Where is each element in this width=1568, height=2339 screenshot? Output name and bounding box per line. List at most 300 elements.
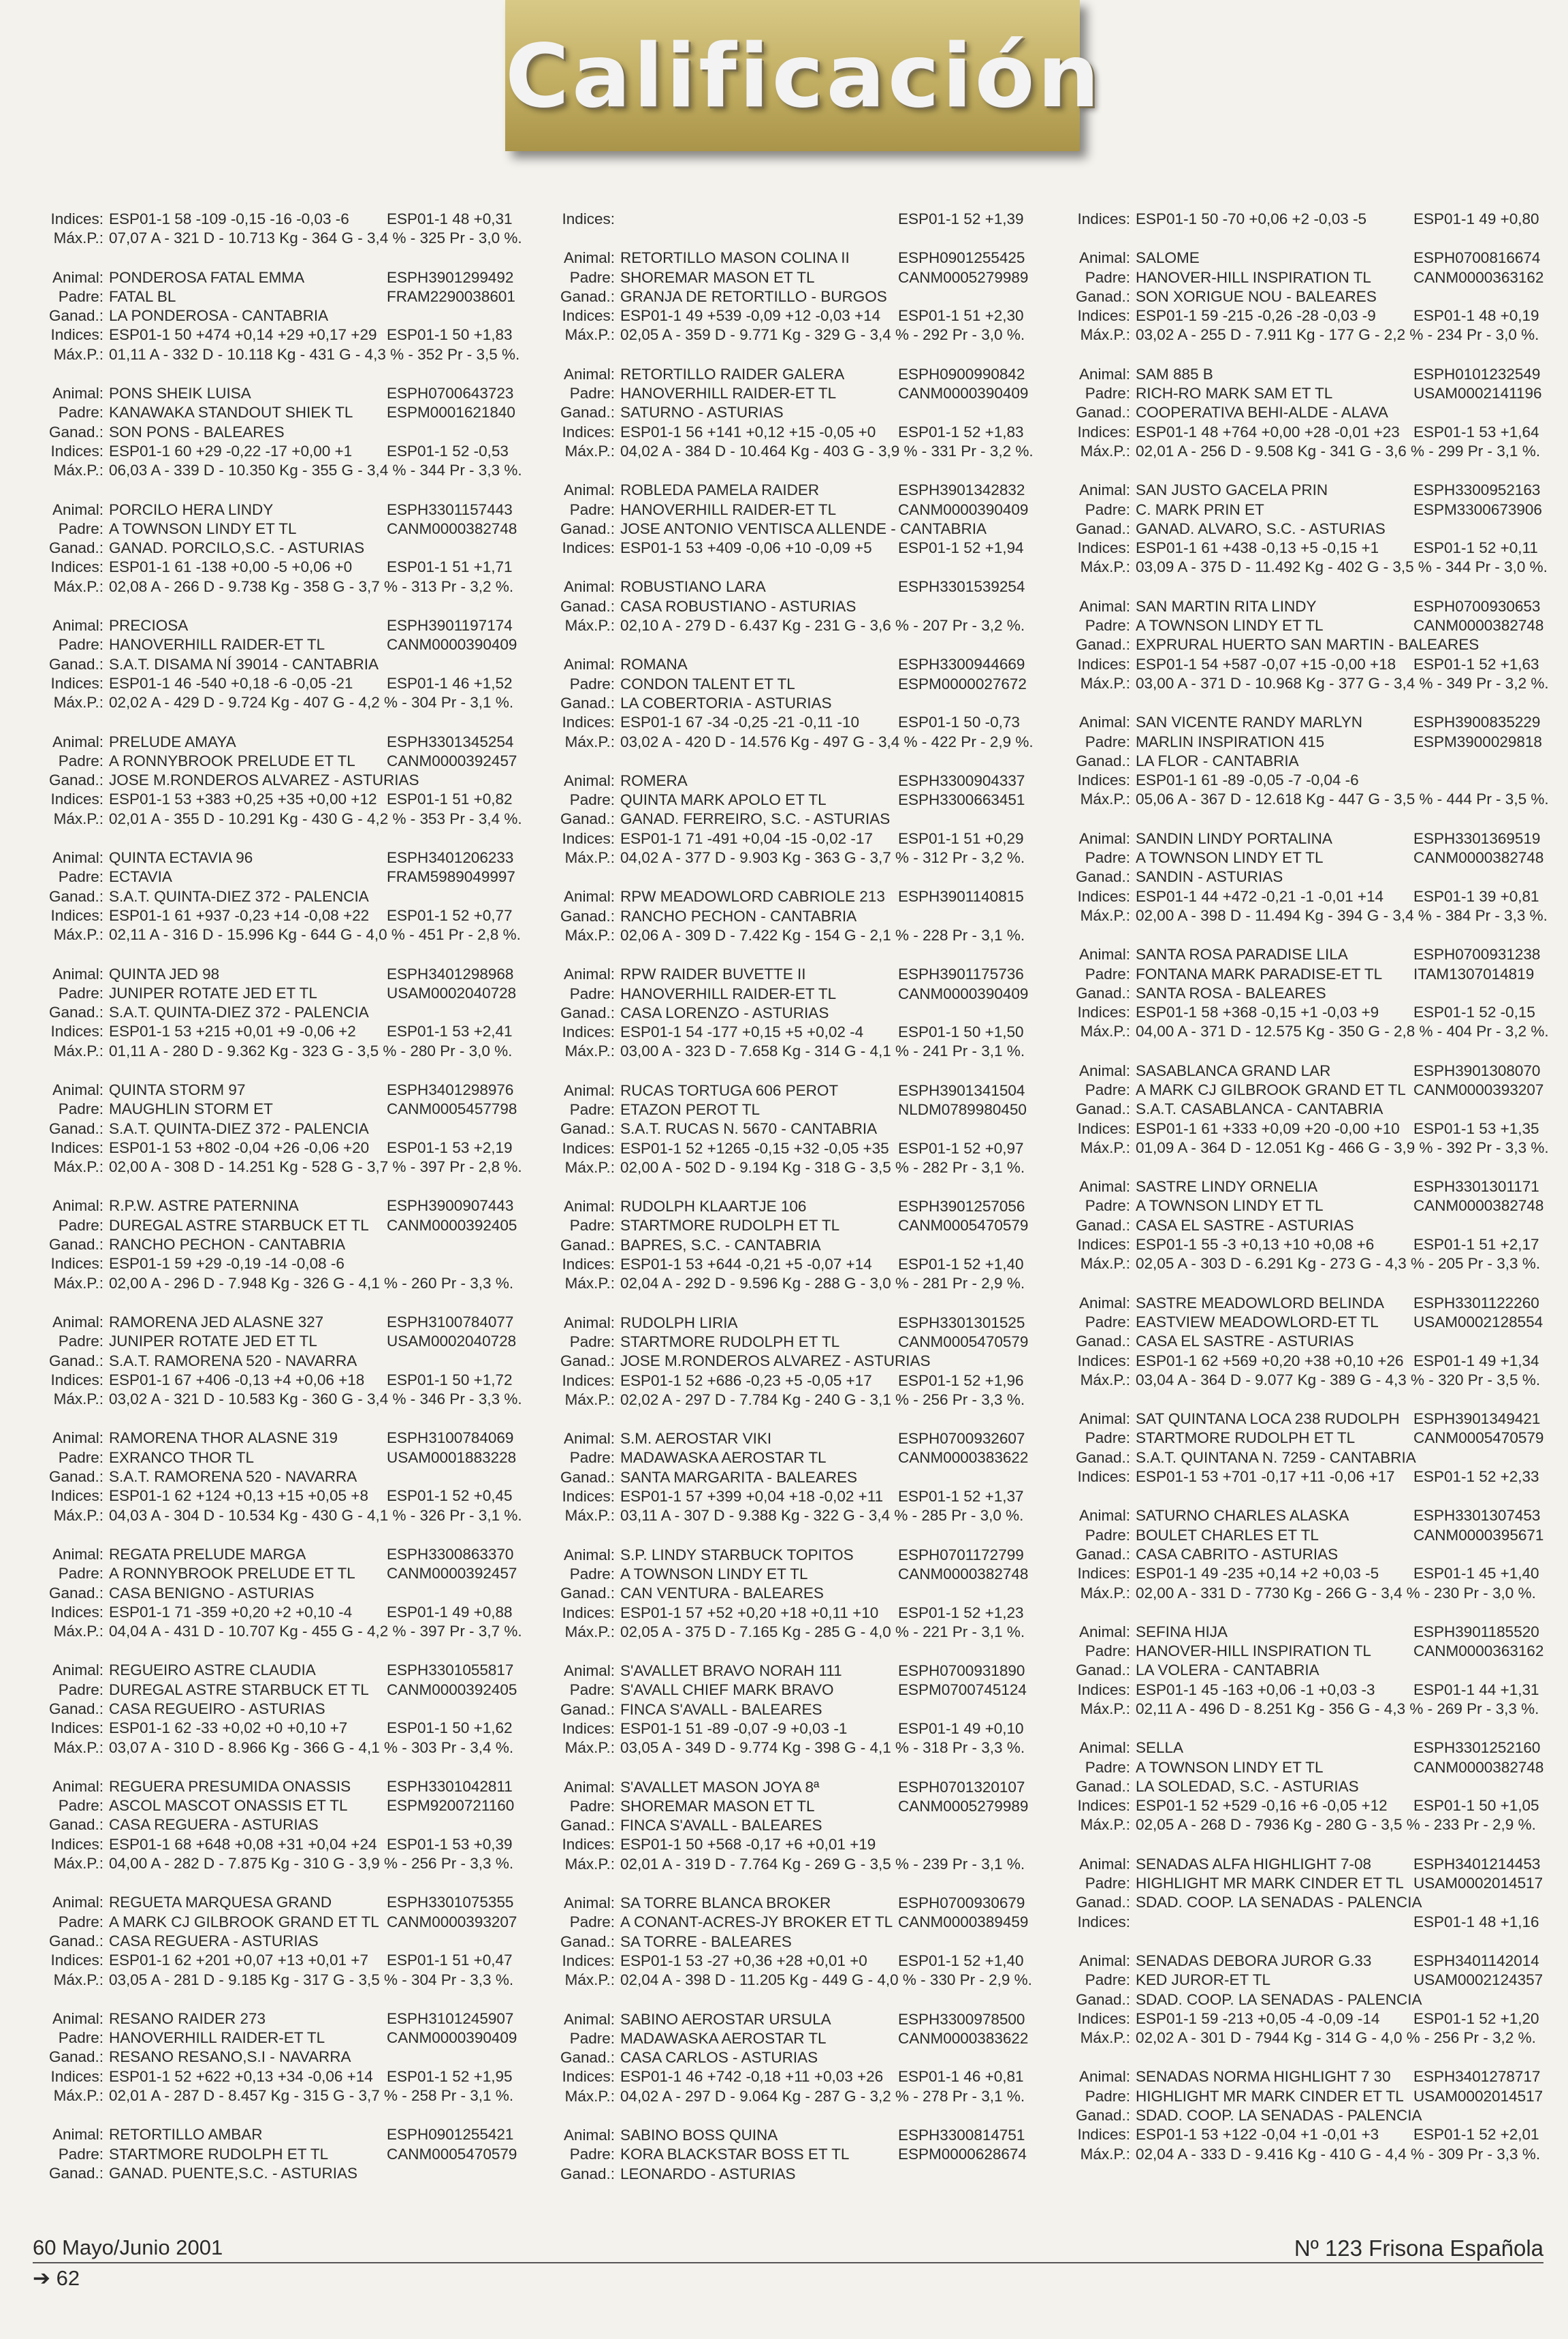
animal-code: ESPH3301345254	[387, 733, 514, 750]
max-row	[1059, 1815, 1536, 1834]
animal-label: Animal:	[563, 1430, 615, 1448]
max-production: 03,07 A - 310 D - 8.966 Kg - 366 G - 4,1 % - 303 Pr - 3,4 %.	[109, 1738, 514, 1756]
herd-name: FINCA S'AVALL - BALEARES	[620, 1817, 822, 1834]
indices-total: ESP01-1 48 +1,16	[1413, 1913, 1539, 1930]
ganad-row	[544, 1584, 1017, 1603]
ganad-label: Ganad.:	[560, 1236, 615, 1254]
animal-name: SAN JUSTO GACELA PRIN	[1136, 481, 1328, 499]
max-label: Máx.P.:	[1080, 1816, 1130, 1834]
padre-label: Padre:	[569, 2146, 615, 2163]
animal-label: Animal:	[1078, 946, 1130, 964]
animal-code: ESPH3901197174	[387, 617, 513, 635]
max-label: Máx.P.:	[53, 1042, 103, 1060]
max-label: Máx.P.:	[53, 2087, 103, 2105]
padre-label: Padre:	[569, 1217, 615, 1235]
padre-row	[544, 500, 1029, 520]
animal-code: ESPH0700643723	[387, 385, 514, 402]
padre-label: Padre:	[1085, 1313, 1130, 1331]
animal-entry	[33, 848, 521, 944]
indices-values: ESP01-1 45 -163 +0,06 -1 +0,03 -3	[1136, 1681, 1375, 1698]
indices-total: ESP01-1 45 +1,40	[1413, 1565, 1539, 1582]
animal-entry	[544, 1778, 1029, 1874]
max-label: Máx.P.:	[53, 1158, 103, 1176]
animal-entry	[33, 2009, 517, 2105]
sire-code: ESPM3300673906	[1413, 500, 1542, 518]
animal-label: Animal:	[52, 965, 103, 983]
indices-total: ESP01-1 51 +0,47	[387, 1952, 513, 1969]
indices-values: ESP01-1 52 +686 -0,23 +5 -0,05 +17	[620, 1371, 872, 1389]
padre-label: Padre:	[1085, 1429, 1130, 1447]
ganad-label: Ganad.:	[48, 1816, 103, 1834]
ganad-row	[1059, 1893, 1533, 1912]
max-production: 02,01 A - 355 D - 10.291 Kg - 430 G - 4,2 % - 353 Pr - 3,4 %.	[109, 810, 522, 827]
animal-code: ESPH3901140815	[898, 888, 1024, 906]
padre-label: Padre:	[1085, 1971, 1130, 1989]
animal-code: ESPH0700930679	[898, 1894, 1025, 1912]
indices-row	[33, 1254, 506, 1273]
indices-values: ESP01-1 61 +438 -0,13 +5 -0,15 +1	[1136, 539, 1379, 557]
ganad-row	[33, 423, 506, 442]
indices-total: ESP01-1 48 +0,31	[387, 210, 513, 227]
column-1	[33, 210, 522, 2203]
continued-on-page-link[interactable]: ➔ 62	[33, 2266, 80, 2290]
max-label: Máx.P.:	[1080, 791, 1130, 808]
indices-label: Indices:	[562, 1256, 615, 1273]
sire-code: ESPH3300663451	[898, 791, 1025, 809]
max-row	[544, 1274, 1025, 1293]
indices-row	[1059, 1352, 1539, 1371]
herd-name: JOSE M.RONDEROS ALVAREZ - ASTURIAS	[109, 771, 419, 789]
indices-label: Indices:	[50, 1835, 103, 1853]
indices-values: ESP01-1 50 +474 +0,14 +29 +0,17 +29	[109, 326, 377, 344]
padre-label: Padre:	[1085, 268, 1130, 286]
ganad-row	[544, 2048, 1017, 2067]
ganad-label: Ganad.:	[1075, 287, 1130, 305]
sire-code: USAM0002040728	[387, 984, 517, 1002]
max-label: Máx.P.:	[1080, 1255, 1130, 1273]
max-label: Máx.P.:	[564, 1390, 615, 1408]
animal-code: ESPH3300863370	[387, 1545, 514, 1563]
indices-row	[1059, 2125, 1539, 2144]
indices-label: Indices:	[1077, 887, 1130, 905]
animal-row	[1059, 1623, 1539, 1642]
sire-name: STARTMORE RUDOLPH ET TL	[620, 1217, 840, 1235]
ganad-label: Ganad.:	[1075, 520, 1130, 537]
padre-row	[33, 984, 517, 1003]
animal-row	[544, 249, 1025, 268]
ganad-label: Ganad.:	[560, 2049, 615, 2067]
ganad-label: Ganad.:	[1075, 1894, 1130, 1911]
indices-label: Indices:	[50, 1139, 103, 1156]
animal-row	[33, 500, 513, 520]
indices-values: ESP01-1 53 +383 +0,25 +35 +0,00 +12	[109, 791, 377, 808]
indices-row	[1059, 1467, 1539, 1486]
animal-entry	[33, 500, 517, 596]
indices-row	[544, 1023, 1024, 1042]
indices-row	[1059, 1235, 1539, 1254]
max-label: Máx.P.:	[564, 1739, 615, 1757]
max-row	[1059, 1700, 1539, 1719]
padre-row	[544, 384, 1029, 403]
max-label: Máx.P.:	[1080, 442, 1130, 460]
max-row	[33, 1971, 514, 1990]
max-label: Máx.P.:	[1080, 1700, 1130, 1717]
ganad-label: Ganad.:	[560, 520, 615, 537]
herd-name: LA PONDEROSA - CANTABRIA	[109, 307, 329, 325]
ganad-row	[544, 1468, 1017, 1487]
animal-label: Animal:	[52, 2009, 103, 2027]
padre-label: Padre:	[569, 1100, 615, 1118]
animal-code: ESPH3301539254	[898, 578, 1025, 596]
animal-name: S'AVALLET MASON JOYA 8ª	[620, 1778, 820, 1796]
indices-values: ESP01-1 52 +622 +0,13 +34 -0,06 +14	[109, 2067, 373, 2085]
indices-total: ESP01-1 49 +0,80	[1413, 210, 1539, 227]
indices-row	[1059, 1003, 1533, 1022]
max-row	[1059, 1022, 1549, 1041]
indices-row	[1059, 2009, 1539, 2028]
max-label: Máx.P.:	[53, 694, 103, 712]
ganad-label: Ganad.:	[48, 1352, 103, 1369]
max-production: 04,04 A - 431 D - 10.707 Kg - 455 G - 4,2 % - 397 Pr - 3,7 %.	[109, 1623, 522, 1640]
ganad-row	[33, 1700, 506, 1719]
max-label: Máx.P.:	[564, 1855, 615, 1873]
animal-row	[544, 577, 1025, 596]
sire-name: FATAL BL	[109, 287, 176, 305]
herd-name: CASA REGUERA - ASTURIAS	[109, 1816, 319, 1834]
padre-row	[33, 1564, 517, 1583]
animal-name: REGUERA PRESUMIDA ONASSIS	[109, 1777, 351, 1795]
animal-name: QUINTA JED 98	[109, 965, 220, 983]
padre-row	[33, 1681, 517, 1700]
sire-name: HANOVER-HILL INSPIRATION TL	[1136, 268, 1371, 286]
indices-label: Indices:	[562, 423, 615, 441]
sire-name: BOULET CHARLES ET TL	[1136, 1526, 1319, 1544]
indices-row	[1059, 1681, 1539, 1700]
ganad-row	[33, 539, 506, 558]
ganad-row	[544, 907, 1017, 926]
sire-code: CANM0000382748	[1413, 617, 1544, 635]
animal-row	[544, 1778, 1025, 1797]
max-label: Máx.P.:	[1080, 1023, 1130, 1040]
sire-name: A MARK CJ GILBROOK GRAND ET TL	[109, 1913, 379, 1930]
footer-issue-date: 60 Mayo/Junio 2001	[33, 2235, 223, 2259]
animal-entry	[544, 771, 1025, 868]
animal-name: S.P. LINDY STARBUCK TOPITOS	[620, 1546, 854, 1563]
padre-row	[33, 520, 517, 539]
padre-label: Padre:	[1085, 617, 1130, 635]
animal-label: Animal:	[1078, 597, 1130, 615]
indices-label: Indices:	[50, 326, 103, 344]
sire-code: USAM0001883228	[387, 1448, 517, 1466]
herd-name: SDAD. COOP. LA SENADAS - PALENCIA	[1136, 1894, 1422, 1911]
animal-label: Animal:	[1078, 1739, 1130, 1757]
max-label: Máx.P.:	[53, 1390, 103, 1408]
herd-name: SON PONS - BALEARES	[109, 423, 285, 441]
indices-row	[1059, 210, 1539, 229]
animal-code: ESPH3401278717	[1413, 2068, 1541, 2086]
indices-total: ESP01-1 52 -0,53	[387, 442, 509, 460]
animal-label: Animal:	[563, 1314, 615, 1331]
animal-row	[1059, 1506, 1541, 1525]
animal-row	[544, 481, 1025, 500]
indices-values: ESP01-1 50 +568 -0,17 +6 +0,01 +19	[620, 1836, 876, 1853]
indices-total: ESP01-1 53 +1,35	[1413, 1119, 1539, 1137]
animal-code: ESPH0700932607	[898, 1430, 1025, 1448]
animal-entry	[544, 2010, 1029, 2106]
animal-entry	[1059, 2067, 1543, 2163]
animal-name: SANDIN LINDY PORTALINA	[1136, 829, 1332, 847]
max-row	[1059, 558, 1548, 577]
max-production: 03,11 A - 307 D - 9.388 Kg - 322 G - 3,4 % - 285 Pr - 3,0 %.	[620, 1507, 1024, 1525]
sire-code: CANM0000389459	[898, 1913, 1029, 1931]
section-banner	[505, 0, 1102, 151]
sire-name: HIGHLIGHT MR MARK CINDER ET TL	[1136, 1875, 1404, 1892]
herd-name: SDAD. COOP. LA SENADAS - PALENCIA	[1136, 1990, 1422, 2008]
herd-name: S.A.T. QUINTA-DIEZ 372 - PALENCIA	[109, 1119, 369, 1137]
indices-total: ESP01-1 52 +1,23	[898, 1604, 1024, 1621]
sire-name: ASCOL MASCOT ONASSIS ET TL	[109, 1797, 348, 1815]
sire-name: HANOVERHILL RAIDER-ET TL	[620, 985, 837, 1002]
animal-entry	[1059, 945, 1549, 1041]
sire-code: CANM0000382748	[1413, 849, 1544, 867]
padre-label: Padre:	[1085, 1197, 1130, 1215]
herd-name: GANAD. ALVARO, S.C. - ASTURIAS	[1136, 520, 1386, 537]
animal-entry	[1059, 249, 1544, 345]
sire-code: CANM0000392457	[387, 752, 517, 769]
animal-entry	[1059, 1177, 1544, 1273]
padre-label: Padre:	[58, 984, 103, 1002]
sire-name: KANAWAKA STANDOUT SHIEK TL	[109, 404, 353, 421]
sire-code: CANM0000382748	[1413, 1758, 1544, 1776]
animal-name: ROBUSTIANO LARA	[620, 578, 766, 596]
animal-entry	[33, 965, 517, 1061]
indices-total: ESP01-1 52 +1,94	[898, 539, 1024, 557]
animal-code: ESPH3100784069	[387, 1429, 514, 1447]
sire-code: CANM0000382748	[898, 1565, 1029, 1582]
animal-code: ESPH3901185520	[1413, 1623, 1539, 1640]
animal-code: ESPH3401206233	[387, 849, 514, 867]
animal-entry	[1059, 210, 1539, 229]
indices-row	[1059, 423, 1539, 442]
max-production: 07,07 A - 321 D - 10.713 Kg - 364 G - 3,4 % - 325 Pr - 3,0 %.	[109, 229, 522, 247]
padre-label: Padre:	[58, 2145, 103, 2163]
ganad-row	[544, 1816, 1017, 1835]
sire-code: NLDM0789980450	[898, 1100, 1027, 1118]
ganad-label: Ganad.:	[48, 771, 103, 789]
sire-name: HANOVERHILL RAIDER-ET TL	[620, 385, 837, 402]
indices-row	[33, 790, 513, 809]
animal-name: REGATA PRELUDE MARGA	[109, 1545, 306, 1563]
herd-name: JOSE M.RONDEROS ALVAREZ - ASTURIAS	[620, 1352, 931, 1370]
animal-name: RPW MEADOWLORD CABRIOLE 213	[620, 888, 885, 906]
indices-row	[1059, 539, 1538, 558]
ganad-row	[33, 1815, 506, 1834]
animal-code: ESPH0700816674	[1413, 249, 1541, 267]
indices-label: Indices:	[562, 307, 615, 325]
max-production: 01,09 A - 364 D - 12.051 Kg - 466 G - 3,9 % - 392 Pr - 3,3 %.	[1136, 1139, 1549, 1156]
max-row	[33, 2086, 514, 2105]
max-row	[33, 925, 521, 944]
indices-total: ESP01-1 52 +1,83	[898, 423, 1024, 441]
herd-name: RANCHO PECHON - CANTABRIA	[109, 1236, 346, 1254]
sire-name: EASTVIEW MEADOWLORD-ET TL	[1136, 1313, 1379, 1331]
ganad-label: Ganad.:	[560, 810, 615, 828]
sire-code: CANM0005279989	[898, 1797, 1029, 1815]
padre-label: Padre:	[58, 1333, 103, 1350]
max-label: Máx.P.:	[53, 926, 103, 944]
max-production: 04,02 A - 297 D - 9.064 Kg - 287 G - 3,2 % - 278 Pr - 3,1 %.	[620, 2087, 1025, 2105]
animal-row	[33, 1777, 513, 1796]
column-3	[1059, 210, 1549, 2184]
max-label: Máx.P.:	[53, 1971, 103, 1988]
animal-entry	[544, 655, 1034, 751]
animal-code: ESPH3901349421	[1413, 1410, 1541, 1428]
animal-row	[1059, 1177, 1539, 1196]
animal-name: ROBLEDA PAMELA RAIDER	[620, 481, 820, 499]
indices-label: Indices:	[562, 829, 615, 847]
max-row	[544, 1390, 1025, 1410]
animal-row	[544, 965, 1024, 984]
padre-row	[1059, 616, 1544, 635]
animal-label: Animal:	[52, 849, 103, 867]
sire-name: FONTANA MARK PARADISE-ET TL	[1136, 965, 1383, 983]
animal-name: ROMERA	[620, 771, 688, 789]
max-row	[33, 229, 522, 248]
animal-row	[1059, 1294, 1539, 1313]
max-production: 02,02 A - 429 D - 9.724 Kg - 407 G - 4,2 % - 304 Pr - 3,1 %.	[109, 694, 514, 712]
herd-name: FINCA S'AVALL - BALEARES	[620, 1700, 822, 1718]
max-row	[544, 325, 1025, 345]
animal-label: Animal:	[563, 966, 615, 983]
indices-values: ESP01-1 51 -89 -0,07 -9 +0,03 -1	[620, 1720, 848, 1737]
max-label: Máx.P.:	[564, 1158, 615, 1176]
sire-code: ITAM1307014819	[1413, 965, 1535, 983]
animal-row	[544, 2126, 1025, 2145]
animal-row	[33, 2125, 514, 2144]
animal-code: ESPH0701320107	[898, 1778, 1025, 1796]
herd-name: S.A.T. QUINTANA N. 7259 - CANTABRIA	[1136, 1448, 1416, 1466]
indices-label: Indices:	[1077, 307, 1130, 325]
animal-name: SABINO BOSS QUINA	[620, 2127, 778, 2144]
animal-row	[544, 655, 1025, 674]
max-row	[33, 693, 514, 712]
indices-values: ESP01-1 56 +141 +0,12 +15 -0,05 +0	[620, 423, 876, 441]
section-title: Calificación	[505, 26, 1102, 127]
indices-row	[1059, 1913, 1539, 1932]
max-label: Máx.P.:	[1080, 326, 1130, 344]
max-row	[544, 2087, 1025, 2106]
indices-values: ESP01-1 50 -70 +0,06 +2 -0,03 -5	[1136, 210, 1366, 227]
herd-name: CASA ROBUSTIANO - ASTURIAS	[620, 597, 857, 615]
animal-entry	[1059, 1623, 1544, 1719]
indices-values: ESP01-1 61 -138 +0,00 -5 +0,06 +0	[109, 558, 353, 576]
herd-name: SDAD. COOP. LA SENADAS - PALENCIA	[1136, 2107, 1422, 2125]
padre-label: Padre:	[569, 1449, 615, 1467]
padre-label: Padre:	[569, 791, 615, 809]
sire-name: A TOWNSON LINDY ET TL	[109, 520, 297, 537]
sire-name: STARTMORE RUDOLPH ET TL	[1136, 1429, 1356, 1447]
ganad-label: Ganad.:	[48, 1468, 103, 1486]
max-production: 02,05 A - 375 D - 7.165 Kg - 285 G - 4,0 % - 221 Pr - 3,1 %.	[620, 1623, 1025, 1640]
indices-label: Indices:	[50, 791, 103, 808]
animal-entry	[544, 1197, 1029, 1293]
indices-label: Indices:	[562, 539, 615, 557]
ganad-row	[544, 597, 1017, 616]
indices-label: Indices:	[50, 558, 103, 576]
padre-label: Padre:	[569, 2029, 615, 2047]
indices-label: Indices:	[562, 1952, 615, 1969]
footer-divider	[33, 2262, 1543, 2263]
padre-row	[33, 1332, 517, 1351]
column-2	[544, 210, 1034, 2203]
padre-label: Padre:	[569, 1913, 615, 1931]
max-label: Máx.P.:	[53, 1506, 103, 1524]
max-production: 02,01 A - 287 D - 8.457 Kg - 315 G - 3,7 % - 258 Pr - 3,1 %.	[109, 2087, 514, 2105]
ganad-label: Ganad.:	[1075, 1777, 1130, 1795]
indices-values: ESP01-1 44 +472 -0,21 -1 -0,01 +14	[1136, 887, 1384, 905]
animal-name: PRECIOSA	[109, 617, 189, 635]
ganad-row	[544, 2165, 1017, 2184]
max-production: 01,11 A - 280 D - 9.362 Kg - 323 G - 3,5 % - 280 Pr - 3,0 %.	[109, 1042, 513, 1060]
sire-code: CANM0000393207	[1413, 1081, 1544, 1098]
herd-name: GANAD. PORCILO,S.C. - ASTURIAS	[109, 539, 365, 557]
sire-name: A TOWNSON LINDY ET TL	[1136, 1197, 1324, 1215]
ganad-label: Ganad.:	[48, 1584, 103, 1602]
padre-label: Padre:	[569, 985, 615, 1002]
animal-row	[1059, 829, 1541, 848]
padre-row	[1059, 268, 1544, 287]
ganad-label: Ganad.:	[560, 1585, 615, 1602]
indices-values: ESP01-1 61 -89 -0,05 -7 -0,04 -6	[1136, 771, 1359, 789]
animal-code: ESPH3401298976	[387, 1081, 514, 1098]
padre-row	[1059, 965, 1533, 984]
indices-values: ESP01-1 59 -213 +0,05 -4 -0,09 -14	[1136, 2009, 1380, 2027]
padre-label: Padre:	[1085, 1875, 1130, 1892]
herd-name: SANDIN - ASTURIAS	[1136, 868, 1283, 886]
indices-total: ESP01-1 44 +1,31	[1413, 1681, 1539, 1698]
animal-label: Animal:	[563, 1894, 615, 1912]
padre-label: Padre:	[1085, 500, 1130, 518]
sire-code: CANM0005457798	[387, 1100, 517, 1118]
indices-values: ESP01-1 53 -27 +0,36 +28 +0,01 +0	[620, 1952, 867, 1969]
max-row	[33, 577, 514, 596]
sire-code: CANM0005470579	[387, 2145, 517, 2163]
ganad-row	[1059, 868, 1533, 887]
indices-values: ESP01-1 49 +539 -0,09 +12 -0,03 +14	[620, 307, 881, 325]
ganad-label: Ganad.:	[560, 1817, 615, 1834]
indices-label: Indices:	[1077, 210, 1130, 227]
padre-row	[1059, 1971, 1543, 1990]
animal-row	[33, 1545, 514, 1564]
padre-label: Padre:	[1085, 1526, 1130, 1544]
max-row	[33, 1854, 514, 1873]
animal-label: Animal:	[52, 733, 103, 750]
sire-name: A TOWNSON LINDY ET TL	[1136, 1758, 1324, 1776]
animal-name: RESANO RAIDER 273	[109, 2009, 266, 2027]
max-production: 02,00 A - 398 D - 11.494 Kg - 394 G - 3,4 % - 384 Pr - 3,3 %.	[1136, 906, 1548, 924]
indices-label: Indices:	[1077, 2009, 1130, 2027]
padre-row	[1059, 1196, 1544, 1215]
max-label: Máx.P.:	[1080, 674, 1130, 692]
indices-total: ESP01-1 46 +0,81	[898, 2068, 1024, 2086]
indices-row	[544, 1371, 1024, 1390]
animal-row	[544, 1429, 1025, 1448]
indices-values: ESP01-1 53 +701 -0,17 +11 -0,06 +17	[1136, 1468, 1395, 1486]
indices-label: Indices:	[1077, 423, 1130, 441]
indices-total: ESP01-1 52 +0,11	[1413, 539, 1538, 557]
ganad-row	[544, 287, 1017, 306]
indices-total: ESP01-1 50 +1,05	[1413, 1797, 1539, 1815]
